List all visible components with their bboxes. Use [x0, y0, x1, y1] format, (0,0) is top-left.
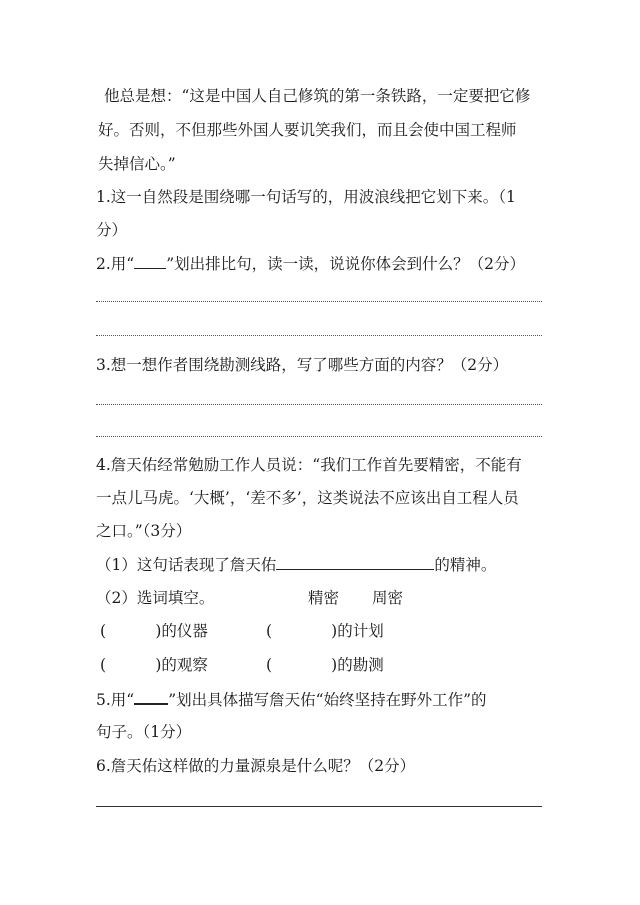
question-5-prefix: 5.用“ — [96, 691, 135, 709]
passage-line-3: 失掉信心。” — [98, 155, 176, 173]
question-4-line-3: 之口。”（3分） — [96, 522, 192, 540]
question-2-underline-sample — [134, 254, 166, 269]
word-option-1: 精密 — [308, 589, 340, 607]
answer-line-q3-2[interactable] — [96, 436, 542, 437]
answer-line-q2-2[interactable] — [96, 335, 542, 336]
question-3: 3.想一想作者围绕勘测线路，写了哪些方面的内容？（2分） — [96, 356, 509, 374]
question-6: 6.詹天佑这样做的力量源泉是什么呢？（2分） — [96, 757, 416, 775]
question-4-sub-1 — [96, 555, 496, 575]
question-5-underline-sample — [134, 689, 168, 705]
passage-line-1: 他总是想：“这是中国人自己修筑的第一条铁路，一定要把它修 — [104, 87, 531, 105]
question-1-cont: 分） — [96, 221, 128, 239]
fill-blank-3[interactable]: ( )的观察 — [100, 656, 208, 674]
question-1: 1.这一自然段是围绕哪一句话写的，用波浪线把它划下来。（1 — [96, 188, 516, 206]
question-4-line-1: 4.詹天佑经常勉励工作人员说：“我们工作首先要精密，不能有 — [96, 456, 522, 474]
question-5-cont: 句子。（1分） — [96, 723, 192, 741]
answer-line-q6[interactable] — [96, 806, 542, 807]
answer-line-q3-1[interactable] — [96, 404, 542, 405]
passage-line-2: 好。否则，不但那些外国人要讥笑我们，而且会使中国工程师 — [98, 121, 517, 139]
question-2-prefix: 2.用“ — [96, 255, 135, 273]
question-4-sub-1-prefix: （1）这句话表现了詹天佑 — [96, 556, 277, 574]
fill-blank-4[interactable]: ( )的勘测 — [266, 656, 384, 674]
word-option-2: 周密 — [372, 589, 404, 607]
fill-blank-2[interactable]: ( )的计划 — [266, 622, 384, 640]
question-2 — [96, 254, 525, 274]
question-2-suffix: ”划出排比句，读一读，说说你体会到什么？（2分） — [166, 255, 526, 273]
question-4-line-2: 一点儿马虎。‘大概’，‘差不多’，这类说法不应该出自工程人员 — [96, 489, 519, 507]
question-4-sub-2: （2）选词填空。 — [96, 589, 215, 607]
question-5 — [96, 689, 487, 710]
answer-line-q2-1[interactable] — [96, 301, 542, 302]
question-4-sub-1-suffix: 的精神。 — [434, 556, 497, 574]
fill-blank-1[interactable]: ( )的仪器 — [100, 622, 208, 640]
question-4-sub-1-blank[interactable] — [276, 555, 434, 570]
question-5-middle: ”划出具体描写詹天佑“始终坚持在野外工作”的 — [168, 691, 487, 709]
